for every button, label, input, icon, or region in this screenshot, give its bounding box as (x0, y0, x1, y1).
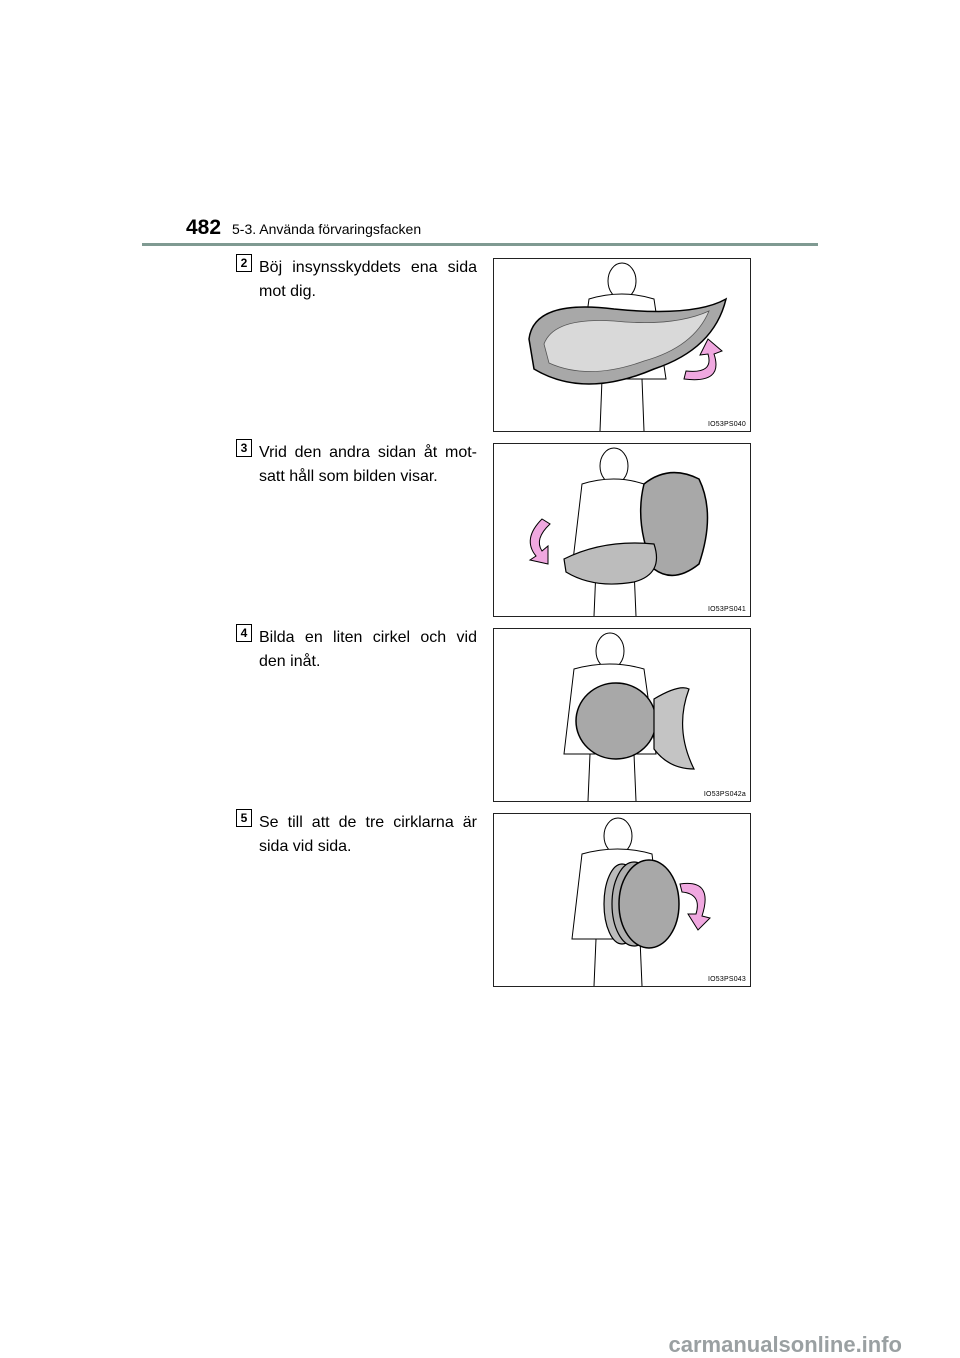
person-twisting-shade-icon (494, 444, 750, 616)
person-holding-shade-icon (494, 259, 750, 431)
fold-shade-toward-you-illustration (493, 258, 751, 432)
step-number-badge: 3 (236, 439, 252, 457)
figure-code: IO53PS043 (708, 976, 746, 983)
step-2 (0, 254, 960, 429)
step-instruction: Se till att de tre cirklarna är sida vid sida. (259, 814, 477, 855)
step-3 (0, 439, 960, 614)
step-instruction: Vrid den andra sidan åt mot-satt håll som bilden visar. (259, 444, 477, 485)
section-title: 5-3. Använda förvaringsfacken (232, 221, 422, 237)
step-number-badge: 5 (236, 809, 252, 827)
header-rule (142, 243, 818, 246)
figure-code: IO53PS040 (708, 421, 746, 428)
step-number-badge: 4 (236, 624, 252, 642)
step-number-badge: 2 (236, 254, 252, 272)
person-holding-three-circles-icon (494, 814, 750, 986)
step-5 (0, 809, 960, 984)
footer-watermark: carmanualsonline.info (668, 1332, 902, 1357)
figure-code: IO53PS042a (703, 791, 746, 798)
form-small-circle-illustration (493, 628, 751, 802)
step-instruction: Bilda en liten cirkel och vid den inåt. (259, 629, 477, 670)
twist-other-side-illustration (493, 443, 751, 617)
page-number: 482 (186, 216, 222, 239)
figure-code: IO53PS041 (708, 606, 746, 613)
step-instruction: Böj insynsskyddets ena sida mot dig. (259, 259, 477, 300)
three-circles-side-by-side-illustration (493, 813, 751, 987)
step-4 (0, 624, 960, 799)
person-forming-circle-icon (494, 629, 750, 801)
